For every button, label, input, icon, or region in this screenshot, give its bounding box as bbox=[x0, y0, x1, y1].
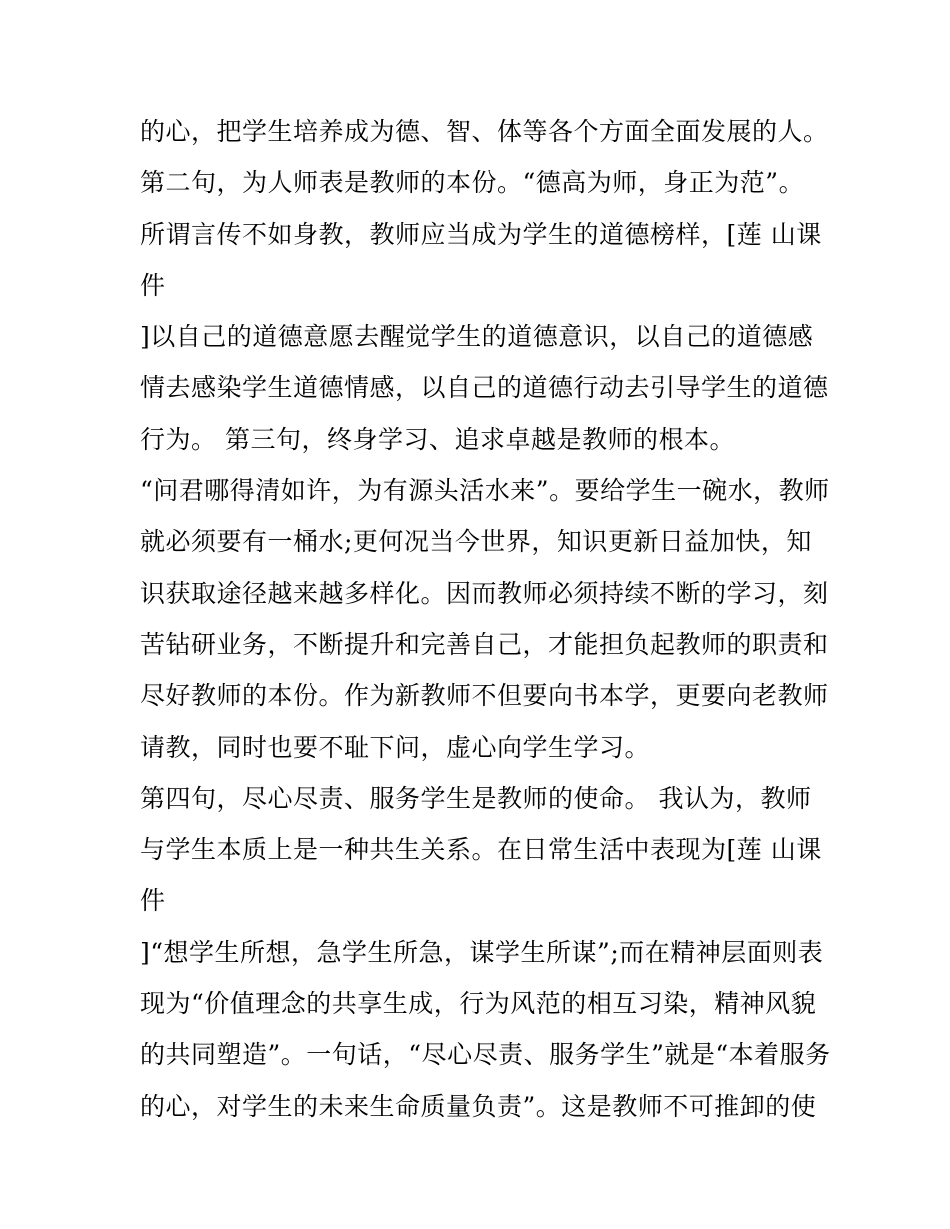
text-line: 的共同塑造”。一句话，“尽心尽责、服务学生”就是“本着服务 bbox=[140, 1040, 831, 1070]
text-line: 与学生本质上是一种共生关系。在日常生活中表现为[莲 山课 bbox=[140, 835, 822, 865]
text-line: 尽好教师的本份。作为新教师不但要向书本学，更要向老教师 bbox=[140, 681, 829, 711]
text-line: 的心，对学生的未来生命质量负责”。这是教师不可推卸的使 bbox=[140, 1091, 817, 1121]
text-line: 第四句，尽心尽责、服务学生是教师的使命。 我认为，教师 bbox=[140, 783, 812, 813]
text-line: 就必须要有一桶水;更何况当今世界，知识更新日益加快，知 bbox=[140, 527, 812, 557]
text-line: 第二句，为人师表是教师的本份。“德高为师，身正为范”。 bbox=[140, 168, 805, 198]
body-text bbox=[140, 106, 830, 1132]
text-line: 行为。 第三句，终身学习、追求卓越是教师的根本。 bbox=[140, 424, 735, 454]
text-line: ]“想学生所想，急学生所急，谋学生所谋”;而在精神层面则表 bbox=[140, 937, 824, 967]
text-line: 件 bbox=[140, 270, 166, 300]
text-line: 现为“价值理念的共享生成，行为风范的相互习染，精神风貌 bbox=[140, 989, 817, 1019]
text-line: 识获取途径越来越多样化。因而教师必须持续不断的学习，刻 bbox=[140, 578, 829, 608]
text-line: 情去感染学生道德情感，以自己的道德行动去引导学生的道德 bbox=[140, 373, 829, 403]
text-line: 的心，把学生培养成为德、智、体等各个方面全面发展的人。 bbox=[140, 117, 829, 146]
text-line: ]以自己的道德意愿去醒觉学生的道德意识，以自己的道德感 bbox=[140, 322, 814, 352]
text-line: “问君哪得清如许，为有源头活水来”。要给学生一碗水，教师 bbox=[140, 476, 830, 506]
text-line: 苦钻研业务，不断提升和完善自己，才能担负起教师的职责和 bbox=[140, 629, 829, 659]
text-line: 所谓言传不如身教，教师应当成为学生的道德榜样，[莲 山课 bbox=[140, 219, 822, 249]
text-line: 请教，同时也要不耻下问，虚心向学生学习。 bbox=[140, 732, 651, 762]
text-line: 件 bbox=[140, 886, 166, 916]
